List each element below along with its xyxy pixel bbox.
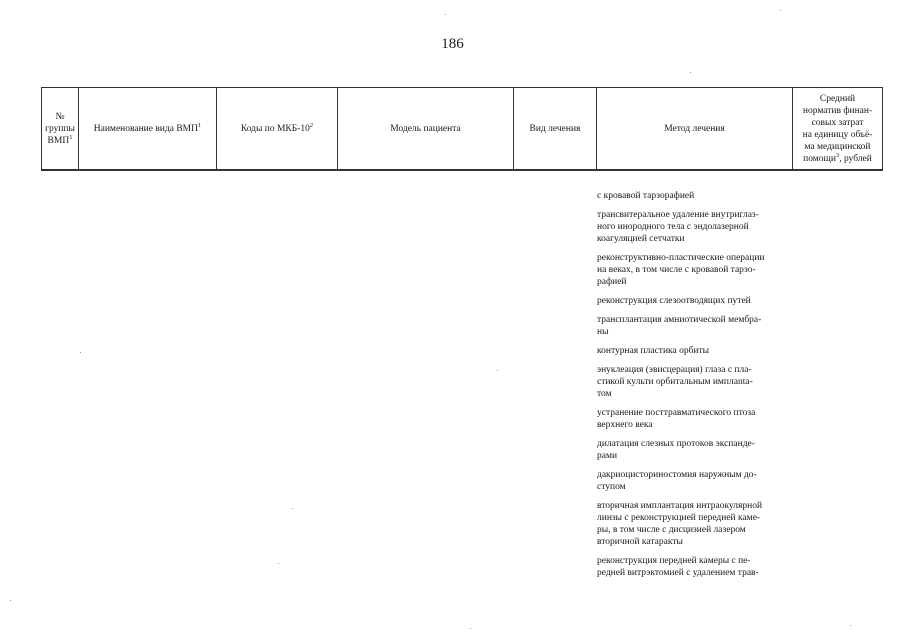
col-treatment-method-header: Метод лечения <box>597 88 793 171</box>
treatment-method-line: на веках, в том числе с кровавой тарзо- <box>597 265 756 275</box>
treatment-method-line: ного инородного тела с эндолазерной <box>597 222 749 232</box>
treatment-method-item <box>597 252 792 288</box>
treatment-method-line: коагуляцией сетчатки <box>597 234 685 244</box>
treatment-method-line: линзы с реконструкцией передней каме- <box>597 513 761 523</box>
scan-speck <box>292 508 293 509</box>
footnote-mark: 1 <box>69 133 73 141</box>
treatment-method-line: устранение посттравматического птоза <box>597 408 756 418</box>
col-vmp-name-header: Наименование вида ВМП$^1$ <box>79 88 217 171</box>
treatment-method-item <box>597 314 792 338</box>
treatment-method-line: ны <box>597 327 609 337</box>
treatment-method-line: рафией <box>597 277 627 287</box>
treatment-method-item <box>597 438 792 462</box>
scan-speck <box>470 628 471 629</box>
treatment-method-line: стикой культи орбитальным имплanta- <box>597 377 753 387</box>
treatment-method-line: вторичной катаракты <box>597 537 683 547</box>
treatment-method-line: с кровавой тарзорафией <box>597 191 695 201</box>
treatment-method-line: рами <box>597 451 618 461</box>
footnote-mark: 3 <box>835 151 840 159</box>
treatment-method-line: ры, в том числе с дисцизией лазером <box>597 525 746 535</box>
treatment-method-line: ступом <box>597 482 626 492</box>
treatment-method-line: трансвитеральное удаление внутриглаз- <box>597 210 759 220</box>
treatment-method-line: том <box>597 389 612 399</box>
col-patient-model-header: Модель пациента <box>338 88 514 171</box>
scan-speck <box>445 14 446 15</box>
header-row <box>42 88 883 171</box>
treatment-method-item <box>597 407 792 431</box>
scan-speck <box>10 600 11 601</box>
treatment-method-line: трансплантация амниотической мембра- <box>597 315 762 325</box>
footnote-mark: 1 <box>197 121 202 129</box>
treatment-method-line: редней витрэктомией с удалением трав- <box>597 568 759 578</box>
treatment-method-line: энуклеация (эвисцерация) глаза с пла- <box>597 365 752 375</box>
header-table <box>41 87 883 171</box>
scan-speck <box>80 352 81 353</box>
treatment-method-line: верхнего века <box>597 420 653 430</box>
scan-speck <box>497 370 498 371</box>
col-avg-cost-header: Средний норматив финан- совых затрат на единицу объё- ма медицинской помощи$^3$, рублей <box>793 88 883 171</box>
treatment-method-line: реконструкция слезоотводящих путей <box>597 296 751 306</box>
scan-speck <box>850 625 851 626</box>
treatment-method-item <box>597 190 792 202</box>
scan-speck <box>278 563 279 564</box>
scan-speck <box>690 72 691 73</box>
treatment-method-list <box>597 190 792 586</box>
treatment-method-item <box>597 555 792 579</box>
col-icd-codes-header: Коды по МКБ-$10^2$ <box>217 88 338 171</box>
col-group-number-header: № группы ВМП$^1$ <box>42 88 79 171</box>
treatment-method-line: реконструктивно-пластические операции <box>597 253 765 263</box>
page-number: 186 <box>441 36 464 52</box>
treatment-method-item <box>597 209 792 245</box>
treatment-method-item <box>597 364 792 400</box>
treatment-method-item <box>597 295 792 307</box>
treatment-method-line: реконструкция передней камеры с пе- <box>597 556 751 566</box>
treatment-method-item <box>597 500 792 548</box>
footnote-mark: 2 <box>309 121 314 129</box>
col-treatment-type-header: Вид лечения <box>514 88 597 171</box>
treatment-method-item <box>597 345 792 357</box>
treatment-method-line: вторичная имплантация интраокулярной <box>597 501 763 511</box>
treatment-method-line: контурная пластика орбиты <box>597 346 710 356</box>
treatment-method-line: дакриоцисториностомия наружным до- <box>597 470 757 480</box>
treatment-method-item <box>597 469 792 493</box>
treatment-method-line: дилатация слезных протоков экспанде- <box>597 439 755 449</box>
scan-speck <box>780 10 781 11</box>
